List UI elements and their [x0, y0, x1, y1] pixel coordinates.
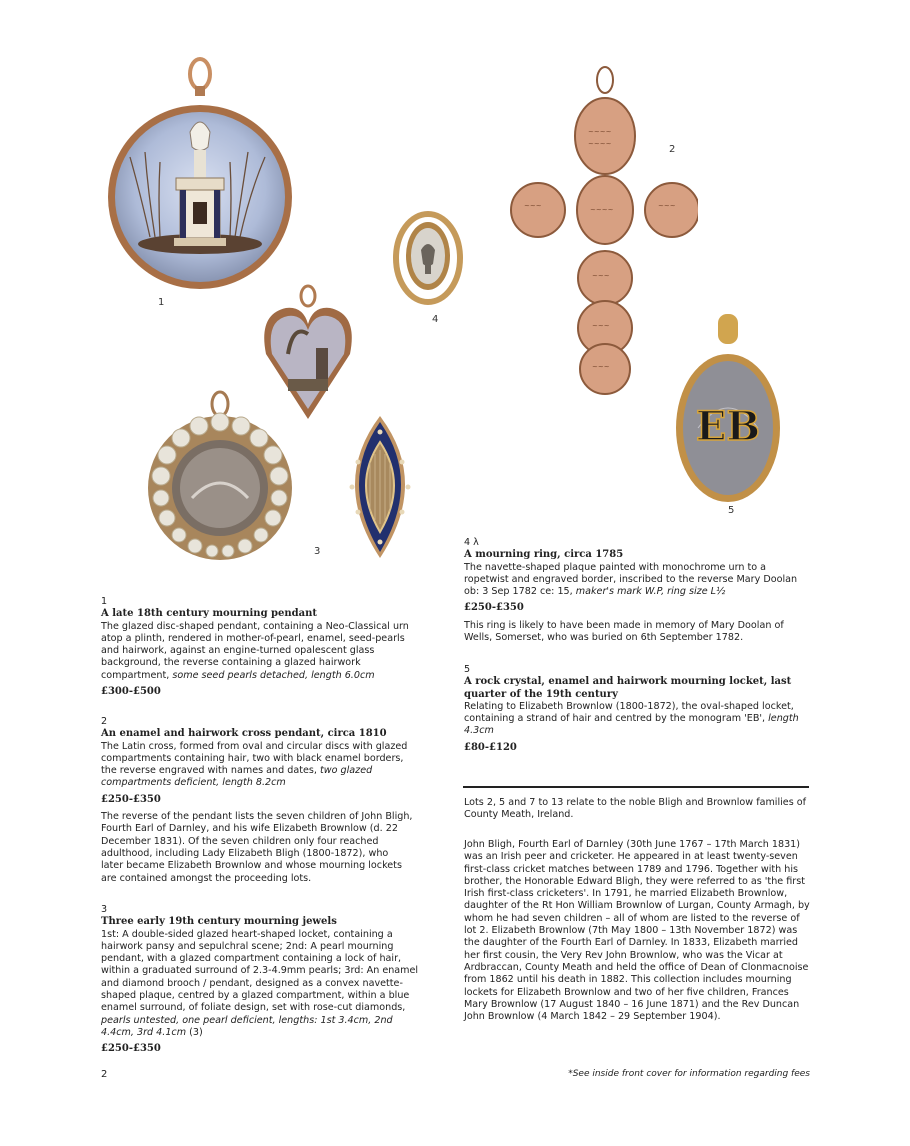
figure-label-2: 2 [669, 144, 676, 155]
page-number: 2 [101, 1069, 108, 1080]
lot-description: The glazed disc-shaped pendant, containing a Neo-Classical urn atop a plinth, rendered in mother-of-pearl, enamel, seed-pearls and hairwork, against an engine-turned opalescent glass background, the reverse containing a glazed hairwork compartment, some seed pearls detached, length 6.0cm [101, 620, 409, 681]
lot-estimate: £250-£350 [101, 793, 161, 805]
fees-note: *See inside front cover for information regarding fees [568, 1069, 810, 1079]
lot-estimate: £250-£350 [101, 1043, 161, 1055]
lot-number: 5 [464, 664, 471, 675]
lot-number: 2 [101, 716, 108, 727]
svg-text:~~~~: ~~~~ [588, 128, 612, 136]
lot-note: The reverse of the pendant lists the seven children of John Bligh, Fourth Earl of Darnley, and his wife Elizabeth Brownlow (d. 22 December 1831). Of the seven children only four reached adulthood, including Lady Elizabeth Bligh (1800-1872), who later became Elizabeth Brownlow and whose mourning lockets are contained amongst the proceeding lots. [101, 811, 413, 884]
lot-title: Three early 19th century mourning jewels [101, 916, 337, 928]
lot-title: A mourning ring, circa 1785 [464, 549, 624, 561]
lot-number: 3 [101, 904, 108, 915]
svg-text:~~~: ~~~ [592, 363, 610, 371]
figure-label-1: 1 [158, 297, 165, 308]
mourning-pendant-image [90, 52, 310, 292]
mourning-ring-image [388, 208, 468, 308]
lot-note: This ring is likely to have been made in memory of Mary Doolan of Wells, Somerset, who was buried on 6th September 1782. [464, 619, 784, 644]
svg-text:~~~~: ~~~~ [588, 140, 612, 148]
provenance-essay: John Bligh, Fourth Earl of Darnley (30th June 1767 – 17th March 1831) was an Irish peer and cricketer. He appeared in at least twenty-seven first-class cricket matches between 1789 and 1796. Together with his brother, the Honorable Edward Bligh, they were referred to as 'the first Irish first-class cricketers'. In 1791, he married Elizabeth Brownlow, daughter of the Rt Hon William Brownlow of Lurgan, County Armagh, by whom he had seven children – all of whom are listed to the reverse of lot 2. Elizabeth Brownlow (7th May 1800 – 13th November 1872) was the daughter of the Fourth Earl of Darnley. In 1833, Elizabeth married her first cousin, the Very Rev John Brownlow, who was the Vicar at Ardbraccan, County Meath and held the office of Dean of Clonmacnoise from 1862 until his death in 1882. This collection includes mourning lockets for Elizabeth Brownlow and two of her five children, Frances Mary Brownlow (17 August 1840 – 16 June 1871) and the Rev Duncan John Brownlow (4 March 1842 – 29 September 1904). [464, 839, 810, 1023]
figure-label-4: 4 [432, 314, 439, 325]
lot-3-entry [101, 904, 421, 1056]
oval-locket-image [668, 308, 788, 508]
navette-brooch-image [330, 412, 430, 562]
lot-1-entry [101, 596, 421, 698]
figure-label-3: 3 [314, 546, 321, 557]
svg-text:~~~~: ~~~~ [590, 206, 614, 214]
lot-number: 1 [101, 596, 108, 607]
lot-description: The Latin cross, formed from oval and circular discs with glazed compartments containing hair, two with black enamel borders, the reverse engraved with names and dates, two glazed compartments deficient, length 8.2cm [101, 740, 408, 789]
pearl-pendant-image [140, 388, 300, 568]
lot-estimate: £250-£350 [464, 602, 524, 614]
svg-text:~~~: ~~~ [592, 272, 610, 280]
lot-title: A rock crystal, enamel and hairwork mourning locket, last quarter of the 19th century [464, 676, 792, 700]
lot-4-entry [464, 537, 812, 644]
lot-2-entry [101, 716, 413, 885]
lot-number: 4 λ [464, 537, 479, 548]
lot-estimate: £300-£500 [101, 686, 161, 698]
figure-label-5: 5 [728, 505, 735, 516]
lot-description: 1st: A double-sided glazed heart-shaped locket, containing a hairwork pansy and sepulchral scene; 2nd: A pearl mourning pendant, with a glazed compartment containing a lock of hair, within a graduated surround of 2.3-4.9mm pearls; 3rd: An enamel and diamond brooch / pendant, designed as a convex navette-shaped plaque, centred by a glazed compartment, within a blue enamel surround, of foliate design, set with rose-cut diamonds, pearls untested, one pearl deficient, lengths: 1st 3.4cm, 2nd 4.4cm, 3rd 4.1cm (3) [101, 928, 419, 1038]
lot-description: The navette-shaped plaque painted with monochrome urn to a ropetwist and engraved border, inscribed to the reverse Mary Doolan ob: 3 Sep 1782 ce: 15, maker's mark W.P, ring size L½ [464, 561, 798, 598]
section-divider [463, 786, 809, 788]
monogram-eb: EB [695, 403, 761, 450]
provenance-intro: Lots 2, 5 and 7 to 13 relate to the noble Bligh and Brownlow families of County Meath, Ireland. [464, 797, 806, 821]
lot-5-entry [464, 664, 812, 754]
lot-estimate: £80-£120 [464, 741, 517, 753]
lot-title: A late 18th century mourning pendant [101, 608, 318, 620]
lot-title: An enamel and hairwork cross pendant, circa 1810 [101, 728, 387, 740]
svg-text:~~~: ~~~ [592, 322, 610, 330]
svg-text:~~~: ~~~ [524, 202, 542, 210]
svg-text:~~~: ~~~ [658, 202, 676, 210]
lot-description: Relating to Elizabeth Brownlow (1800-1872), the oval-shaped locket, containing a strand of hair and centred by the monogram 'EB', length 4.3cm [464, 700, 799, 737]
